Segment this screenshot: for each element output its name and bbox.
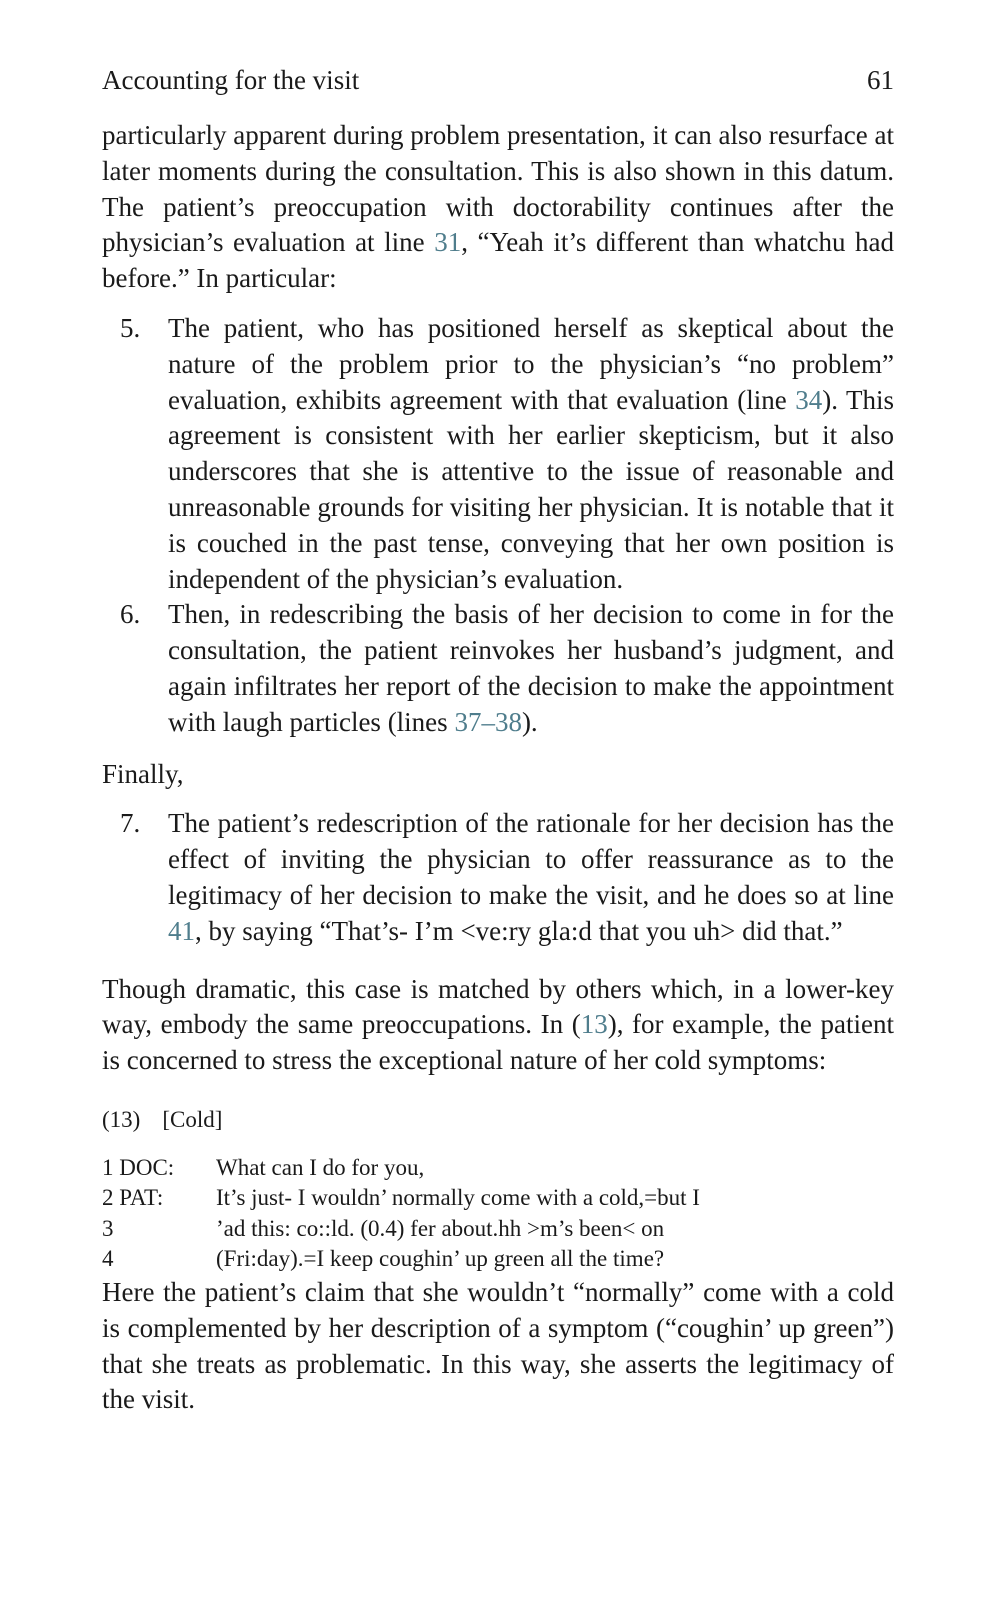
numbered-points <box>102 311 894 741</box>
line-text: ’ad this: co::ld. (0.4) fer about.hh >m’s been< on <box>216 1215 665 1241</box>
paragraph-case <box>102 972 894 1079</box>
point-number: 7. <box>120 808 141 839</box>
point-5 <box>102 311 894 597</box>
point-6 <box>102 597 894 740</box>
line-label: 4 <box>102 1246 114 1272</box>
chapter-title: Accounting for the visit <box>102 65 360 95</box>
example-title: [Cold] <box>162 1106 223 1132</box>
line-link-34[interactable]: 34 <box>795 384 823 415</box>
text-run: ). <box>521 706 538 737</box>
transcript-line <box>102 1244 894 1275</box>
point-7 <box>102 806 894 949</box>
example-link-13[interactable]: 13 <box>580 1009 608 1040</box>
line-label: 1 DOC: <box>102 1154 175 1180</box>
text-run: The patient, who has positioned herself as skeptical about the nature of the problem prior to the physician’s “no problem” evaluation, exhibits agreement with that evaluation (line <box>168 312 894 415</box>
transcript-line <box>102 1214 894 1245</box>
numbered-points-2 <box>102 806 894 949</box>
text-run: ), for example, the patient is concerned to stress the exceptional nature of her cold symptoms: <box>102 1009 894 1076</box>
point-number: 6. <box>120 599 141 630</box>
example-number: (13) <box>102 1106 141 1132</box>
line-link-31[interactable]: 31 <box>434 227 462 258</box>
text-run: ). This agreement is consistent with her earlier skepticism, but it also underscores that she is attentive to the issue of reasonable and unreasonable grounds for visiting her physician. It is notable that it is couched in the past tense, conveying that her own position is independent of the physician’s evaluation. <box>168 384 894 594</box>
example-heading <box>102 1105 894 1135</box>
line-link-41[interactable]: 41 <box>168 915 195 946</box>
text-run: , by saying “That’s- I’m <ve:ry gla:d that you uh> did that.” <box>195 915 843 946</box>
text-run: , “Yeah it’s different than whatchu had before.” In particular: <box>102 227 894 294</box>
page-number: 61 <box>867 65 894 95</box>
line-text: It’s just- I wouldn’ normally come with a cold,=but I <box>216 1185 700 1211</box>
paragraph-intro <box>102 118 894 297</box>
finally-text: Finally, <box>102 758 184 789</box>
line-text: (Fri:day).=I keep coughin’ up green all the time? <box>216 1246 665 1272</box>
point-number: 5. <box>120 312 141 343</box>
transcript-line <box>102 1153 894 1184</box>
transcript-line <box>102 1183 894 1214</box>
text-run: particularly apparent during problem presentation, it can also resurface at later moments during the consultation. This is also shown in this datum. The patient’s preoccupation with doctorability continues after the physician’s evaluation at line <box>102 120 894 258</box>
book-page <box>102 62 894 1418</box>
running-head <box>102 62 894 98</box>
paragraph-conclusion: Here the patient’s claim that she wouldn’t “normally” come with a cold is complemented by her description of a symptom (“coughin’ up green”) that she treats as problematic. In this way, she asserts the legitimacy of the visit. <box>102 1276 894 1415</box>
line-link-37-38[interactable]: 37–38 <box>454 706 522 737</box>
text-run: Then, in redescribing the basis of her decision to come in for the consultation, the patient reinvokes her husband’s judgment, and again infiltrates her report of the decision to make the appointment with laugh particles (lines <box>168 599 894 737</box>
line-label: 3 <box>102 1215 114 1241</box>
line-text: What can I do for you, <box>216 1154 425 1180</box>
text-run: Though dramatic, this case is matched by others which, in a lower-key way, embody the same preoccupations. In ( <box>102 973 894 1040</box>
transcript <box>102 1153 894 1275</box>
text-run: The patient’s redescription of the rationale for her decision has the effect of inviting the physician to offer reassurance as to the legitimacy of her decision to make the visit, and he does so at line <box>168 808 894 910</box>
line-label: 2 PAT: <box>102 1185 164 1211</box>
